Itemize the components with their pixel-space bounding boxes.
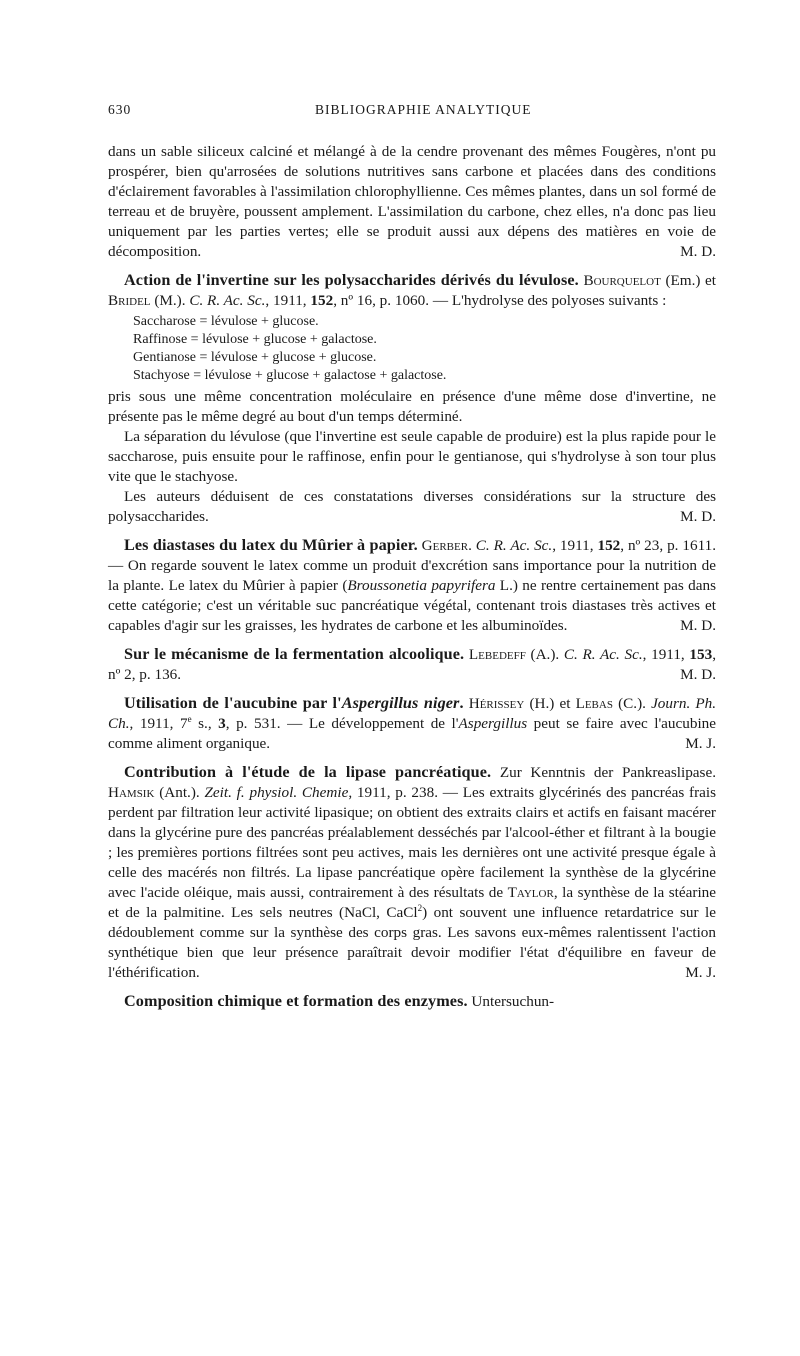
reference: , p. 531. [225, 715, 281, 732]
entry-title [124, 694, 464, 712]
signature: M. J. [685, 735, 716, 752]
journal: C. R. Ac. Sc. [475, 537, 553, 554]
body-text: ) ont souvent une influence retardatrice sur le dédoublement comme sur la synthèse des corps gras. Les savons eux-mêmes ralentissent l'action synthétique bien que leur présence paraîtrait devoir modifier l'état d'équilibre en faveur de l'éthérification. [108, 904, 716, 981]
page-number: 630 [108, 102, 132, 117]
reference: s., [191, 715, 212, 732]
species-name: Broussonetia papyrifera [347, 577, 496, 594]
reference: , nº 23, p. 1611. [620, 537, 716, 554]
intro-paragraph [108, 142, 716, 262]
entry-title: Les diastases du latex du Mûrier à papier. [124, 536, 418, 554]
volume: 153 [689, 646, 713, 663]
formula-line: Gentianose = lévulose + glucose + glucose. [133, 350, 377, 365]
reference: , 1911, 7 [129, 715, 188, 732]
entry-composition-enzymes [108, 991, 716, 1012]
entry-invertine [108, 270, 716, 527]
intro-text: dans un sable siliceux calciné et mélangé à de la cendre provenant des mêmes Fougères, n'ont pu prospérer, bien qu'arrosées de solutions nutritives sans carbone et placées dans des conditions d'éclairement favorables à l'assimilation chlorophyllienne. Ces mêmes plantes, dans un sol formé de terreau et de bruyère, poussent amplement. L'assimilation du carbone, chez elles, n'a donc pas lieu uniquement par les parties vertes; elle se produit aussi aux dépens des matières en voie de décomposition. [108, 143, 716, 260]
entry-title: Sur le mécanisme de la fermentation alcoolique. [124, 645, 465, 663]
running-header [108, 100, 716, 120]
entry-paragraph [108, 693, 716, 754]
entry-paragraph: Les diastases du latex du Mûrier à papier. Gerber. C. R. Ac. Sc., 1911, 152, nº 23, p. 1611. — On regarde souvent le latex comme un produit d'excrétion sans importance pour la nutrition de la plante. Le latex du Mûrier à papier (Broussonetia papyrifera L.) ne rentre certainement pas dans cette catégorie; c'est un véritable suc pancréatique végétal, contenant trois diastases très actives et capables d'agir sur les graisses, les hydrates de carbone et les albuminoïdes. M. D. [108, 536, 716, 634]
signature: M. D. [680, 243, 716, 260]
body-paragraph: La séparation du lévulose (que l'invertine est seule capable de produire) est la plus rapide pour le saccharose, puis ensuite pour le raffinose, enfin pour le gentianose, qui s'hydrolyse à son tour plus vite que le stachyose. [108, 428, 716, 485]
reference: , nº 2, p. 136. [108, 646, 716, 683]
species-name: Aspergillus [458, 715, 528, 732]
body-paragraph [108, 487, 716, 527]
entry-lead: — L'hydrolyse des polyoses suivants : [432, 292, 667, 309]
volume: 3 [218, 715, 226, 732]
author: Hamsik [108, 784, 155, 801]
body-text: — On regarde souvent le latex comme un produit d'excrétion sans importance pour la nutrition de la plante. Le latex du Mûrier à papier ( [108, 557, 716, 594]
reference: , nº 16, p. 1060. [333, 292, 430, 309]
page [108, 100, 716, 1012]
author-initial: (A.). [530, 646, 560, 663]
body-paragraph: pris sous une même concentration moléculaire en présence d'une même dose d'invertine, ne présente pas le même degré au bout d'un temps déterminé. [108, 388, 716, 425]
journal: C. R. Ac. Sc. [189, 292, 266, 309]
entry-aucubine [108, 693, 716, 754]
formula-list [133, 313, 716, 385]
author: Lebas [575, 695, 613, 712]
body-text: , la synthèse de la stéarine et de la palmitine. Les sels neutres (NaCl, CaCl [108, 884, 716, 921]
author-initial: (C.). [618, 695, 646, 712]
entry-paragraph [108, 644, 716, 685]
author-initial: (M.). [154, 292, 186, 309]
author-initial: (Em.) et [665, 272, 717, 289]
signature: M. D. [680, 508, 716, 525]
author: Taylor [507, 884, 554, 901]
volume: 152 [597, 537, 621, 554]
volume: 152 [310, 292, 334, 309]
title-species: Aspergillus niger [341, 694, 460, 712]
reference: , 1911, [642, 646, 685, 663]
entry-subtitle: Untersuchun- [471, 993, 555, 1010]
formula-line: Saccharose = lévulose + glucose. [133, 314, 319, 329]
author: Lebedeff [468, 646, 526, 663]
title-part: Utilisation de l'aucubine par l' [124, 694, 342, 712]
entry-latex-murier [108, 535, 716, 636]
signature: M. D. [680, 617, 716, 634]
reference: , 1911, [265, 292, 307, 309]
body-text: L.) ne rentre certainement pas dans cette catégorie; c'est un véritable suc pancréatique végétal, contenant trois diastases très actives et capables d'agir sur les graisses, les hydrates de carbone et les albuminoïdes. [108, 577, 716, 634]
journal: C. R. Ac. Sc. [563, 646, 643, 663]
entry-fermentation [108, 644, 716, 685]
entry-title: Action de l'invertine sur les polysaccharides dérivés du lévulose. [124, 271, 579, 289]
entry-paragraph [108, 991, 716, 1012]
reference: , 1911, p. 238. [348, 784, 439, 801]
formula-line: Stachyose = lévulose + glucose + galactose + galactose. [133, 368, 447, 383]
body-text: peut se faire avec l'aucubine comme aliment organique. [108, 715, 717, 752]
journal: Zeit. f. physiol. Chemie [204, 784, 349, 801]
entry-title: Contribution à l'étude de la lipase pancréatique. [124, 763, 492, 781]
superscript: 2 [417, 902, 423, 913]
entry-title: Composition chimique et formation des enzymes. [124, 992, 468, 1010]
superscript: e [187, 713, 192, 724]
signature: M. J. [685, 964, 716, 981]
signature: M. D. [680, 666, 716, 683]
entry-heading [108, 270, 716, 311]
formula-line: Raffinose = lévulose + glucose + galactose. [133, 332, 377, 347]
body-text: Les auteurs déduisent de ces constatations diverses considérations sur la structure des polysaccharides. [108, 488, 716, 525]
body-text: — Les extraits glycérinés des pancréas frais perdent par filtration leur activité lipasique; on obtient des extraits clairs et actifs en faisant macérer dans la glycérine pure des pancréas préalablement desséchés par l'alcool-éther et filtrant à la bougie ; les premières portions filtrées sont peu actives, mais les dernières ont une activité presque égale à celle des macérés non filtrés. La lipase pancréatique opère facilement la synthèse de la glycérine avec l'acide oléique, mais aussi, contrairement à des résultats de [108, 784, 717, 901]
author-initial: (H.) et [529, 695, 571, 712]
reference: , 1911, [552, 537, 594, 554]
journal: Journ. Ph. Ch. [108, 695, 717, 732]
body-text: — Le développement de l' [287, 715, 459, 732]
author-initial: (Ant.). [159, 784, 200, 801]
author: Hérissey [468, 695, 525, 712]
entry-paragraph [108, 762, 716, 983]
author: Gerber [421, 537, 469, 554]
author: Bourquelot [583, 272, 661, 289]
author: Bridel [108, 292, 151, 309]
running-title: BIBLIOGRAPHIE ANALYTIQUE [315, 102, 532, 117]
entry-lipase [108, 762, 716, 983]
entry-subtitle: Zur Kenntnis der Pankreaslipase. [499, 764, 716, 781]
title-part: . [459, 694, 464, 712]
